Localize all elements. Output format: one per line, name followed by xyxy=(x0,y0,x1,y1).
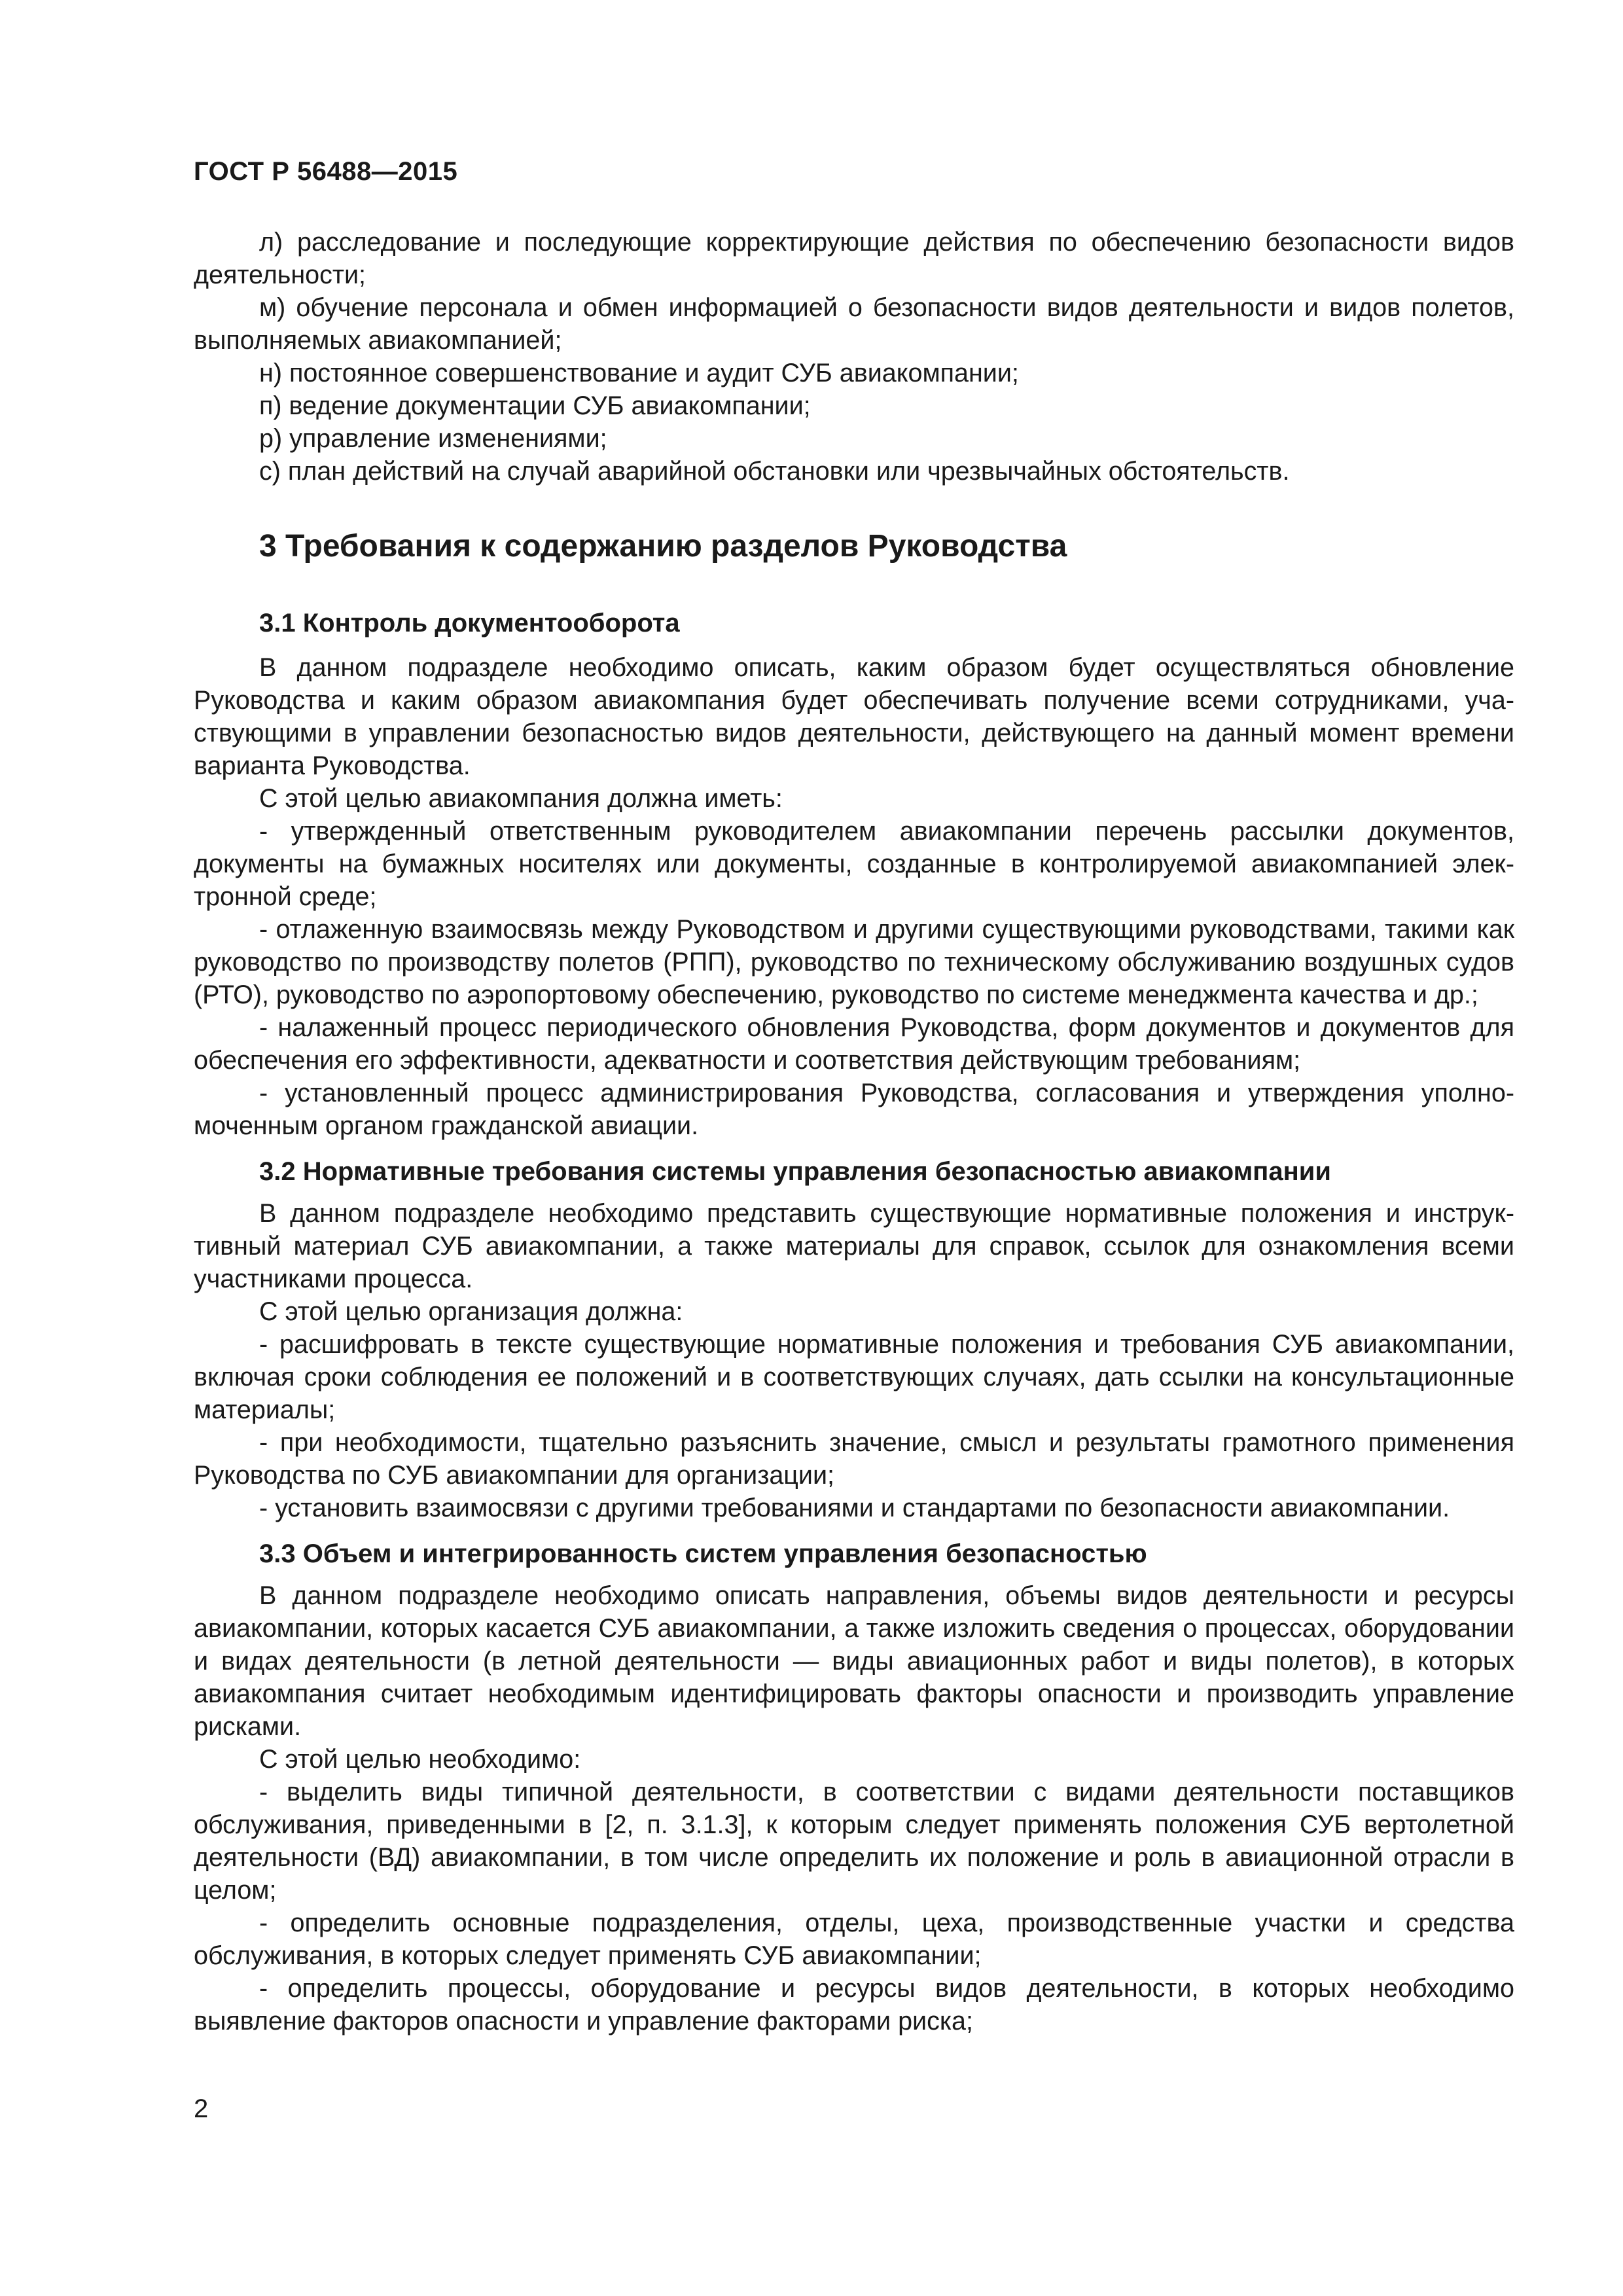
list-item-r: р) управление изменениями; xyxy=(259,424,607,453)
section-3-3-paragraph: В данном подразделе необходимо описать направления, объемы видов деятельности и ресурсы авиакомпании, которых касается СУБ авиакомпании, а также изложить сведения о процессах, оборудовании и видах деятельности (в летной деятельности — виды авиационных работ и виды полетов), в которых авиакомпания считает необходимым идентифицировать факторы опасности и производить управление рисками. xyxy=(194,1581,1514,1741)
section-3-3-lead: С этой целью необходимо: xyxy=(259,1745,581,1774)
list-item-s: с) план действий на случай аварийной обстановки или чрезвычайных обстоятельств. xyxy=(259,457,1290,486)
document-header: ГОСТ Р 56488—2015 xyxy=(194,157,458,186)
page-number: 2 xyxy=(194,2094,209,2123)
list-item-m: м) обучение персонала и обмен информацией о безопасности видов деятельности и видов полетов, выполняемых авиакомпанией; xyxy=(194,293,1514,355)
section-3-1-paragraph: В данном подразделе необходимо описать, каким образом будет осуществляться обновление Руководства и каким образом авиакомпания будет обеспечивать получение всеми сотрудниками, участвующими в управлении безопасностью видов деятельности, действующего на данный момент времени варианта Руководства. xyxy=(194,653,1514,780)
list-item-p: п) ведение документации СУБ авиакомпании; xyxy=(259,391,811,420)
document-body xyxy=(194,226,1514,2037)
section-3-1-item: - установленный процесс администрирования Руководства, согласования и утверждения уполномоченным органом гражданской авиации. xyxy=(194,1079,1514,1140)
section-3-2-heading: 3.2 Нормативные требования системы управления безопасностью авиакомпании xyxy=(259,1157,1331,1186)
section-3-2-item: - расшифровать в тексте существующие нормативные положения и требования СУБ авиакомпании, включая сроки соблюдения ее положений и в соответствующих случаях, дать ссылки на консультационные материалы; xyxy=(194,1330,1514,1424)
section-3-3-item: - определить процессы, оборудование и ресурсы видов деятельности, в которых необходимо выявление факторов опасности и управление факторами риска; xyxy=(194,1974,1514,2036)
section-3-1-item: - отлаженную взаимосвязь между Руководством и другими существующими руководствами, такими как руководство по производству полетов (РПП), руководство по техническому обслуживанию воздушных судов (РТО), руководство по аэропортовому обеспечению, руководство по системе менеджмента качества и др.; xyxy=(194,915,1514,1009)
section-3-2-item: - установить взаимосвязи с другими требованиями и стандартами по безопасности авиакомпании. xyxy=(259,1494,1450,1522)
section-3-2-paragraph: В данном подразделе необходимо представить существующие нормативные положения и инструктивный материал СУБ авиакомпании, а также материалы для справок, ссылок для ознакомления всеми участниками процесса. xyxy=(194,1199,1514,1293)
section-3-3-item: - выделить виды типичной деятельности, в соответствии с видами деятельности поставщиков обслуживания, приведенными в [2, п. 3.1.3], к которым следует применять положения СУБ вертолетной деятельности (ВД) авиакомпании, в том числе определить их положение и роль в авиационной отрасли в целом; xyxy=(194,1778,1514,1905)
section-3-3-item: - определить основные подразделения, отделы, цеха, производственные участки и средства обслуживания, в которых следует применять СУБ авиакомпании; xyxy=(194,1909,1514,1970)
list-item-l: л) расследование и последующие корректирующие действия по обеспечению безопасности видов деятельности; xyxy=(194,228,1514,289)
section-3-2-item: - при необходимости, тщательно разъяснить значение, смысл и результаты грамотного применения Руководства по СУБ авиакомпании для организации; xyxy=(194,1428,1514,1490)
section-3-1-lead: С этой целью авиакомпания должна иметь: xyxy=(259,784,783,813)
section-3-1-item: - налаженный процесс периодического обновления Руководства, форм документов и документов для обеспечения его эффективности, адекватности и соответствия действующим требованиям; xyxy=(194,1013,1514,1075)
section-3-1-item: - утвержденный ответственным руководителем авиакомпании перечень рассылки документов, документы на бумажных носителях или документы, созданные в контролируемой авиакомпанией электронной среде; xyxy=(194,817,1514,911)
list-item-n: н) постоянное совершенствование и аудит СУБ авиакомпании; xyxy=(259,359,1019,387)
section-3-heading: 3 Требования к содержанию разделов Руководства xyxy=(259,529,1067,564)
section-3-3-heading: 3.3 Объем и интегрированность систем управления безопасностью xyxy=(259,1539,1147,1568)
section-3-2-lead: С этой целью организация должна: xyxy=(259,1297,683,1326)
section-3-1-heading: 3.1 Контроль документооборота xyxy=(259,609,680,637)
